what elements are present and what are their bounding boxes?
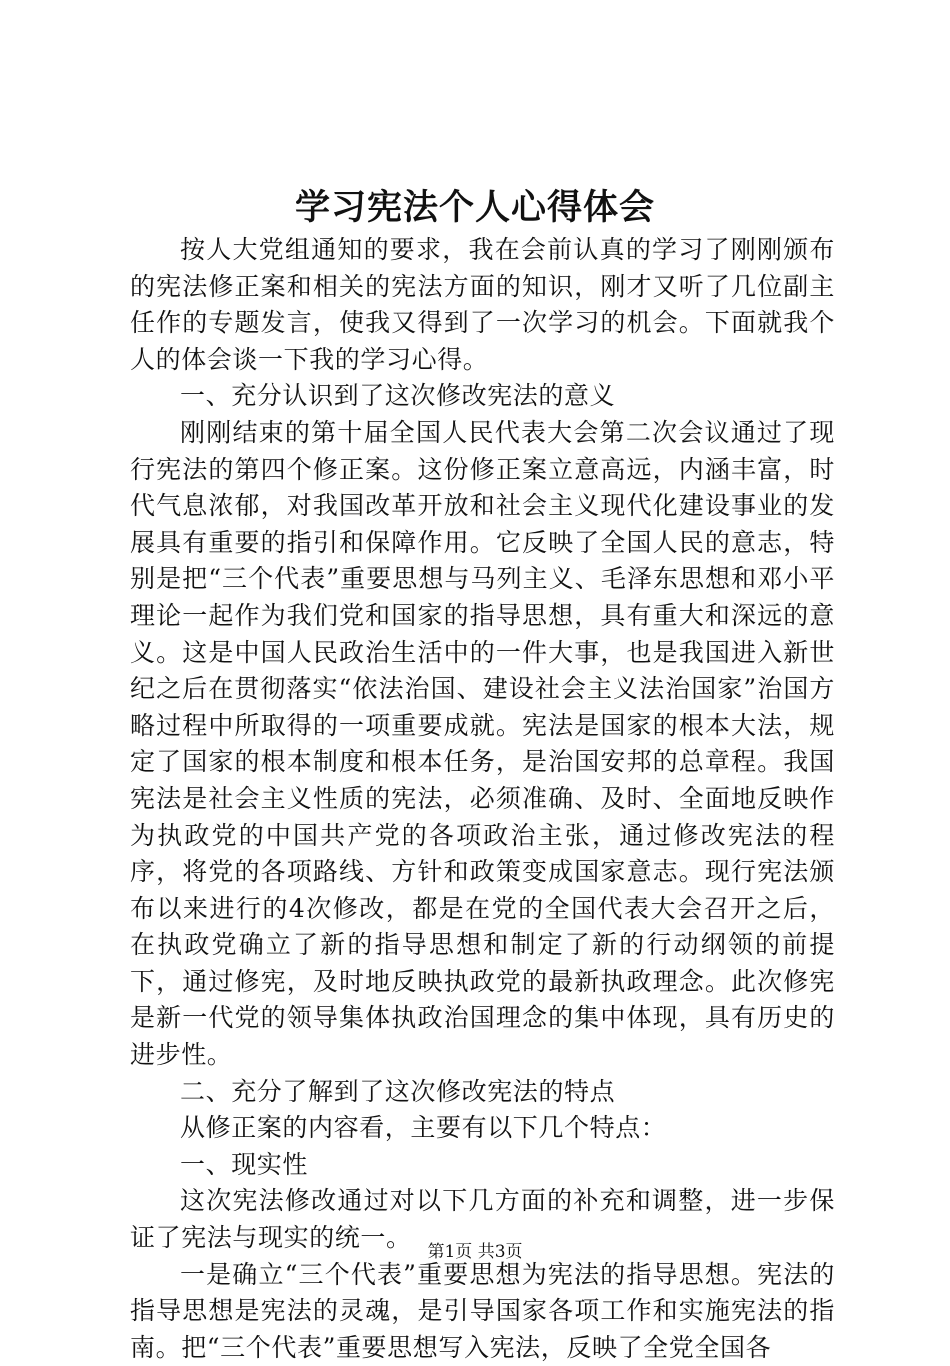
page-footer: 第1页 共3页 <box>427 1242 523 1262</box>
paragraph-intro: 按人大党组通知的要求，我在会前认真的学习了刚刚颁布的宪法修正案和相关的宪法方面的知识，刚才又听了几位副主任作的专题发言，使我又得到了一次学习的机会。下面就我个人的体会谈一下我的学习心得。 <box>130 235 835 374</box>
subheading-reality: 一、现实性 <box>180 1149 309 1179</box>
paragraph-significance: 刚刚结束的第十届全国人民代表大会第二次会议通过了现行宪法的第四个修正案。这份修正案立意高远，内涵丰富，时代气息浓郁，对我国改革开放和社会主义现代化建设事业的发展具有重要的指引和保障作用。它反映了全国人民的意志，特别是把“三个代表”重要思想与马列主义、毛泽东思想和邓小平理论一起作为我们党和国家的指导思想，具有重大和深远的意义。这是中国人民政治生活中的一件大事，也是我国进入新世纪之后在贯彻落实“依法治国、建设社会主义法治国家”治国方略过程中所取得的一项重要成就。宪法是国家的根本大法，规定了国家的根本制度和根本任务，是治国安邦的总章程。我国宪法是社会主义性质的宪法，必须准确、及时、全面地反映作为执政党的中国共产党的各项政治主张，通过修改宪法的程序，将党的各项路线、方针和政策变成国家意志。现行宪法颁布以来进行的4次修改，都是在党的全国代表大会召开之后，在执政党确立了新的指导思想和制定了新的行动纲领的前提下，通过修宪，及时地反映执政党的最新执政理念。此次修宪是新一代党的领导集体执政治国理念的集中体现，具有历史的进步性。 <box>130 417 835 1070</box>
section-heading-1: 一、充分认识到了这次修改宪法的意义 <box>180 381 616 411</box>
section-heading-2: 二、充分了解到了这次修改宪法的特点 <box>180 1076 616 1106</box>
document-title: 学习宪法个人心得体会 <box>294 187 655 228</box>
paragraph-reality: 这次宪法修改通过对以下几方面的补充和调整，进一步保证了宪法与现实的统一。 <box>130 1186 835 1253</box>
paragraph-point-one: 一是确立“三个代表”重要思想为宪法的指导思想。宪法的指导思想是宪法的灵魂，是引导国家各项工作和实施宪法的指南。把“三个代表”重要思想写入宪法，反映了全党全国各 <box>130 1259 835 1362</box>
paragraph-features-intro: 从修正案的内容看，主要有以下几个特点： <box>180 1113 667 1143</box>
document-body <box>130 232 835 1366</box>
